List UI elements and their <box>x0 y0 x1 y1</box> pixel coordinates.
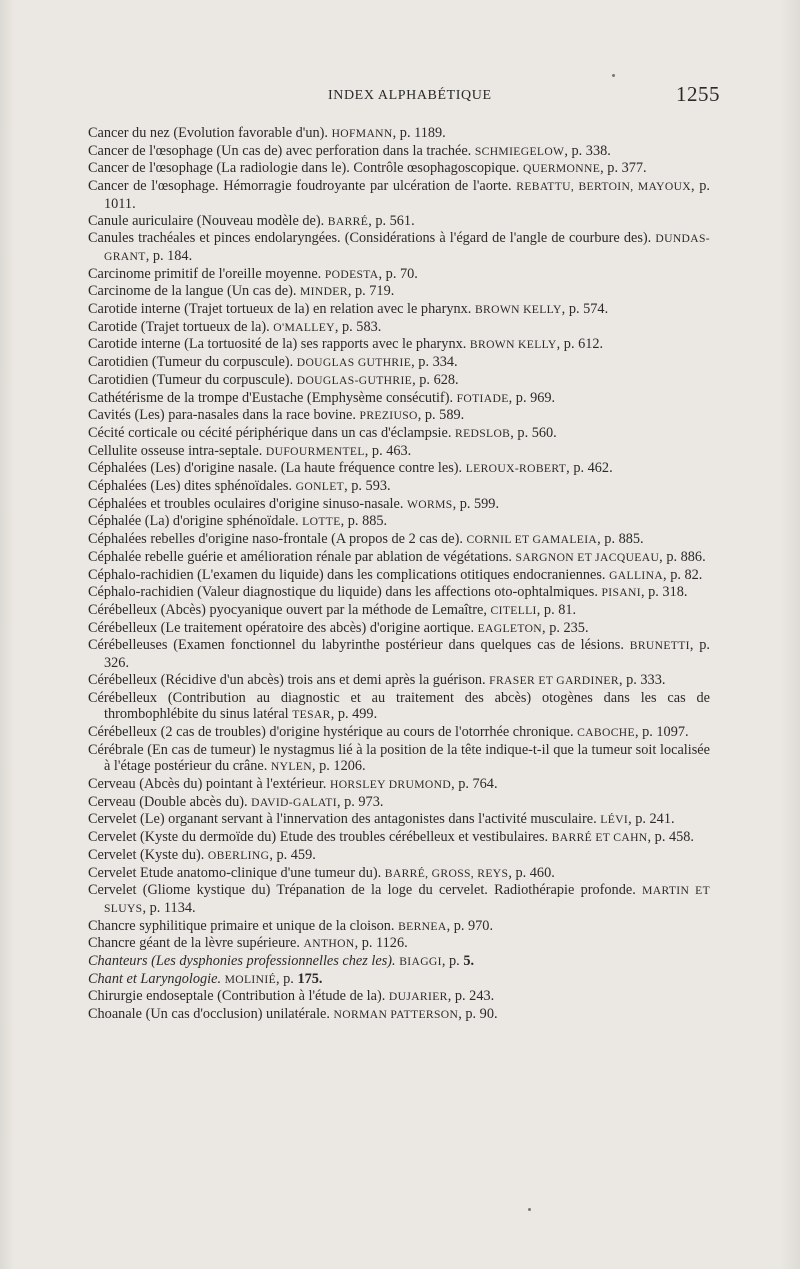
entry-author: QUERMONNE <box>522 162 601 176</box>
entry-author: BROWN KELLY <box>469 338 557 352</box>
entry-author: LEROUX-ROBERT <box>465 462 567 476</box>
entry-author: SARGNON ET JACQUEAU <box>515 550 660 564</box>
entry-text: , p. 333. <box>618 671 666 688</box>
entry-text: Cervelet (Kyste du). <box>88 846 208 863</box>
entry-text: Carotidien (Tumeur du corpuscule). <box>88 371 297 388</box>
index-entry <box>88 178 710 212</box>
entry-text: Cérébrale (En cas de tumeur) le nystagmus lié à la position de la tête indique-t-il que la tumeur soit localisée à l'étage postérieur du crâne. <box>88 741 710 775</box>
entry-text: Cancer du nez (Evolution favorable d'un). <box>88 125 332 141</box>
index-entry <box>88 882 710 917</box>
entry-text: , p. 81. <box>536 601 577 618</box>
index-entry <box>88 143 710 161</box>
index-entry <box>88 637 710 671</box>
entry-text: Chanteurs (Les dysphonies professionnelles chez les). <box>88 953 400 970</box>
index-entry <box>88 549 710 567</box>
entry-text: Céphalo-rachidien (L'examen du liquide) dans les complications otitiques endocraniennes. <box>88 566 610 583</box>
entry-author: CITELLI <box>490 603 537 617</box>
entry-author: BERNEA <box>398 919 447 933</box>
entry-author: CORNIL ET GAMALEIA <box>466 533 598 547</box>
entry-text: Cancer de l'œsophage (La radiologie dans le). Contrôle œsophagoscopique. <box>88 160 523 177</box>
index-entry <box>88 496 710 514</box>
entry-text: , p. 459. <box>269 846 316 863</box>
index-entry <box>88 372 710 390</box>
index-entry <box>88 266 710 284</box>
entry-text: , p. 462. <box>566 460 613 477</box>
entry-text: , p. 969. <box>508 389 556 406</box>
entry-text: Carotide interne (La tortuosité de la) ses rapports avec le pharynx. <box>88 336 470 353</box>
entry-text: , p. 460. <box>508 864 555 881</box>
entry-text: , p. 458. <box>647 829 694 846</box>
index-entry <box>88 319 710 337</box>
entry-text: , p. 1206. <box>311 758 366 775</box>
entry-page-ref: 175. <box>297 970 323 987</box>
entry-author: DOUGLAS-GUTHRIE <box>296 373 413 387</box>
page-number: 1255 <box>676 82 720 106</box>
entry-text: Céphalo-rachidien (Valeur diagnostique du liquide) dans les affections oto-ophtalmiques. <box>88 584 602 601</box>
index-entry <box>88 301 710 319</box>
entry-text: Choanale (Un cas d'occlusion) unilatérale. <box>88 1006 334 1023</box>
index-entry <box>88 513 710 531</box>
entry-text: Céphalées (Les) dites sphénoïdales. <box>88 478 296 495</box>
entry-text: Cérébelleux (2 cas de troubles) d'origine hystérique au cours de l'otorrhée chronique. <box>88 723 578 740</box>
entry-text: , p. 338. <box>564 142 611 159</box>
index-entry <box>88 829 710 847</box>
entry-text: Canules trachéales et pinces endolaryngées. (Considérations à l'égard de l'angle de courbure des). <box>88 230 656 247</box>
entry-text: Céphalée (La) d'origine sphénoïdale. <box>88 513 303 530</box>
entry-author: EAGLETON <box>477 621 543 635</box>
index-entry <box>88 478 710 496</box>
index-entry <box>88 865 710 883</box>
entry-text: , p. 973. <box>336 793 384 810</box>
entry-text: , p. 1097. <box>634 723 689 740</box>
entry-author: DUFOURMENTEL <box>265 444 365 458</box>
entry-text: Cellulite osseuse intra-septale. <box>88 442 266 459</box>
entry-text: , p. 560. <box>510 424 557 441</box>
index-entry <box>88 794 710 812</box>
entry-author: REBATTU, BERTOIN, MAYOUX <box>516 180 692 194</box>
index-entry <box>88 336 710 354</box>
entry-text: Céphalées et troubles oculaires d'origine sinuso-nasale. <box>88 495 407 512</box>
entry-author: WORMS <box>407 497 453 511</box>
entry-author: NORMAN PATTERSON <box>333 1008 459 1022</box>
index-entry <box>88 407 710 425</box>
entry-text: , p. 885. <box>597 531 644 548</box>
entry-author: HOFMANN <box>331 127 393 140</box>
index-entry <box>88 390 710 408</box>
entry-author: HORSLEY DRUMOND <box>329 778 452 792</box>
entry-text: , p. 612. <box>556 336 604 353</box>
entry-author: FRASER ET GARDINER <box>489 673 619 687</box>
entry-text: Cervelet (Kyste du dermoïde du) Etude des troubles cérébelleux et vestibulaires. <box>88 829 552 846</box>
index-entry <box>88 443 710 461</box>
entry-text: , p. 589. <box>417 407 465 424</box>
entry-text: , p. 1126. <box>354 935 408 952</box>
entry-author: BIAGGI <box>399 955 442 969</box>
entry-text: Cervelet (Gliome kystique du) Trépanation de la loge du cervelet. Radiothérapie profonde. <box>88 882 643 899</box>
entry-text: Canule auriculaire (Nouveau modèle de). <box>88 212 328 229</box>
scan-speck <box>612 74 615 77</box>
entry-author: TESAR <box>292 708 331 722</box>
entry-text: Cavités (Les) para-nasales dans la race bovine. <box>88 407 360 424</box>
index-entry <box>88 160 710 178</box>
entry-text: Cancer de l'œsophage. Hémorragie foudroyante par ulcération de l'aorte. <box>88 178 517 195</box>
index-entry <box>88 988 710 1006</box>
entry-text: , p. 90. <box>458 1006 498 1023</box>
entry-text: , p. <box>276 970 298 987</box>
entry-text: , p. 574. <box>561 301 609 318</box>
page-header <box>0 82 800 112</box>
entry-text: , p. 719. <box>347 283 395 300</box>
entry-text: , p. 764. <box>451 776 498 793</box>
entry-text: Chant et Laryngologie. <box>88 970 225 987</box>
index-entry <box>88 354 710 372</box>
entry-page-ref: 5. <box>463 953 475 970</box>
entry-text: , p. 82. <box>663 566 703 583</box>
entry-text: Carotide interne (Trajet tortueux de la) en relation avec le pharynx. <box>88 301 475 318</box>
entry-text: , p. 599. <box>452 495 500 512</box>
entry-text: Cancer de l'œsophage (Un cas de) avec perforation dans la trachée. <box>88 142 475 159</box>
index-entry <box>88 690 710 724</box>
entry-text: , p. 1134. <box>142 899 196 916</box>
index-entry <box>88 724 710 742</box>
entry-text: Céphalées (Les) d'origine nasale. (La haute fréquence contre les). <box>88 460 466 477</box>
entry-text: Chirurgie endoseptale (Contribution à l'étude de la). <box>88 988 389 1005</box>
entry-text: Cathétérisme de la trompe d'Eustache (Emphysème consécutif). <box>88 389 457 406</box>
index-entry <box>88 847 710 865</box>
entry-text: Chancre syphilitique primaire et unique de la cloison. <box>88 917 399 934</box>
entry-text: Cérébelleux (Abcès) pyocyanique ouvert par la méthode de Lemaître, <box>88 601 491 618</box>
entry-text: Carotidien (Tumeur du corpuscule). <box>88 354 297 371</box>
entry-author: DUJARIER <box>388 990 448 1004</box>
entry-author: ANTHON <box>303 937 355 951</box>
entry-author: PODESTA <box>324 267 379 281</box>
entry-text: , p. 377. <box>600 160 647 177</box>
index-entry <box>88 1006 710 1024</box>
entry-author: REDSLOB <box>454 426 511 440</box>
entry-text: Céphalée rebelle guérie et amélioration rénale par ablation de végétations. <box>88 548 516 565</box>
index-entry <box>88 567 710 585</box>
entry-author: DOUGLAS GUTHRIE <box>296 356 412 370</box>
entry-author: PISANI <box>601 586 641 600</box>
index-entry <box>88 125 710 143</box>
index-entry <box>88 776 710 794</box>
entry-author: BRUNETTI <box>629 639 690 653</box>
index-entry <box>88 602 710 620</box>
entry-author: BARRÉ, GROSS, REYS <box>384 866 509 880</box>
entry-author: SCHMIEGELOW <box>474 144 565 158</box>
entry-text: , p. 235. <box>542 619 589 636</box>
entry-text: Cervelet Etude anatomo-clinique d'une tumeur du). <box>88 864 385 881</box>
entry-text: , p. 1011. <box>104 178 710 212</box>
index-entry <box>88 425 710 443</box>
entry-text: , p. 886. <box>659 548 706 565</box>
entry-text: , p. 243. <box>447 988 495 1005</box>
entry-author: BARRÉ <box>327 214 369 228</box>
index-entry <box>88 672 710 690</box>
entry-text: , p. 1189. <box>392 125 446 141</box>
entry-text: Cécité corticale ou cécité périphérique dans un cas d'éclampsie. <box>88 424 455 441</box>
entry-author: GALLINA <box>609 568 664 582</box>
entry-text: Cérébelleuses (Examen fonctionnel du labyrinthe postérieur dans quelques cas de lésions. <box>88 637 630 654</box>
entry-text: , p. 326. <box>104 637 711 672</box>
entry-author: PREZIUSO <box>359 409 418 423</box>
entry-author: MARTIN ET SLUYS <box>104 884 711 915</box>
entry-text: Céphalées rebelles d'origine naso-frontale (A propos de 2 cas de). <box>88 531 467 548</box>
entry-text: , p. 334. <box>411 354 458 371</box>
entry-text: , p. 318. <box>640 584 688 601</box>
entry-author: LÉVI <box>600 813 629 827</box>
entry-text: , p. 628. <box>412 371 459 388</box>
index-entry <box>88 620 710 638</box>
entry-author: BARRÉ ET CAHN <box>551 831 648 845</box>
entry-text: , p. 463. <box>364 442 412 459</box>
entry-author: O'MALLEY <box>273 320 335 334</box>
index-entry <box>88 742 710 776</box>
index-entry <box>88 460 710 478</box>
entry-author: DAVID-GALATI <box>251 795 337 809</box>
entry-author: GONLET <box>295 480 345 494</box>
entry-text: Cerveau (Double abcès du). <box>88 793 252 810</box>
index-entry <box>88 584 710 602</box>
entry-text: , p. <box>441 953 464 970</box>
entry-author: OBERLING <box>207 848 270 862</box>
entry-text: Cerveau (Abcès du) pointant à l'extérieur. <box>88 776 330 793</box>
entry-text: Carcinome de la langue (Un cas de). <box>88 283 300 300</box>
entry-text: Cervelet (Le) organant servant à l'innervation des antagonistes dans l'activité musculaire. <box>88 811 601 828</box>
entry-text: , p. 241. <box>628 811 675 828</box>
entry-author: MOLINIÉ <box>224 972 276 986</box>
entry-text: , p. 561. <box>368 212 415 229</box>
entry-text: Carcinome primitif de l'oreille moyenne. <box>88 265 325 282</box>
running-title: INDEX ALPHABÉTIQUE <box>328 88 492 103</box>
entry-author: FOTIADE <box>456 391 509 405</box>
entry-text: , p. 184. <box>145 247 193 264</box>
entry-author: NYLEN <box>270 760 312 774</box>
entry-text: , p. 885. <box>340 513 388 530</box>
entry-text: Cérébelleux (Contribution au diagnostic et au traitement des abcès) otogènes dans les cas de thrombophlébite du sinus latéral <box>88 689 710 723</box>
entry-text: , p. 970. <box>446 917 494 934</box>
entry-text: Cérébelleux (Le traitement opératoire des abcès) d'origine aortique. <box>88 619 478 636</box>
index-entry <box>88 531 710 549</box>
index-entry <box>88 935 710 953</box>
scan-speck <box>528 1208 531 1211</box>
index-entry <box>88 918 710 936</box>
entry-text: Cérébelleux (Récidive d'un abcès) trois ans et demi après la guérison. <box>88 671 490 688</box>
entry-text: , p. 583. <box>334 318 382 335</box>
index-entries <box>88 125 710 1024</box>
entry-text: , p. 499. <box>330 706 378 723</box>
entry-text: , p. 70. <box>378 265 418 282</box>
index-entry <box>88 213 710 231</box>
index-entry <box>88 811 710 829</box>
entry-text: Carotide (Trajet tortueux de la). <box>88 318 274 335</box>
index-entry <box>88 971 710 989</box>
index-entry <box>88 230 710 265</box>
index-entry <box>88 953 710 971</box>
entry-author: LOTTE <box>302 515 341 529</box>
entry-author: DUNDAS-GRANT <box>104 232 710 263</box>
entry-text: , p. 593. <box>344 478 391 495</box>
index-entry <box>88 283 710 301</box>
entry-author: BROWN KELLY <box>474 303 562 317</box>
entry-author: CABOCHE <box>577 725 635 739</box>
entry-author: MINDER <box>299 285 348 299</box>
entry-text: Chancre géant de la lèvre supérieure. <box>88 935 304 952</box>
